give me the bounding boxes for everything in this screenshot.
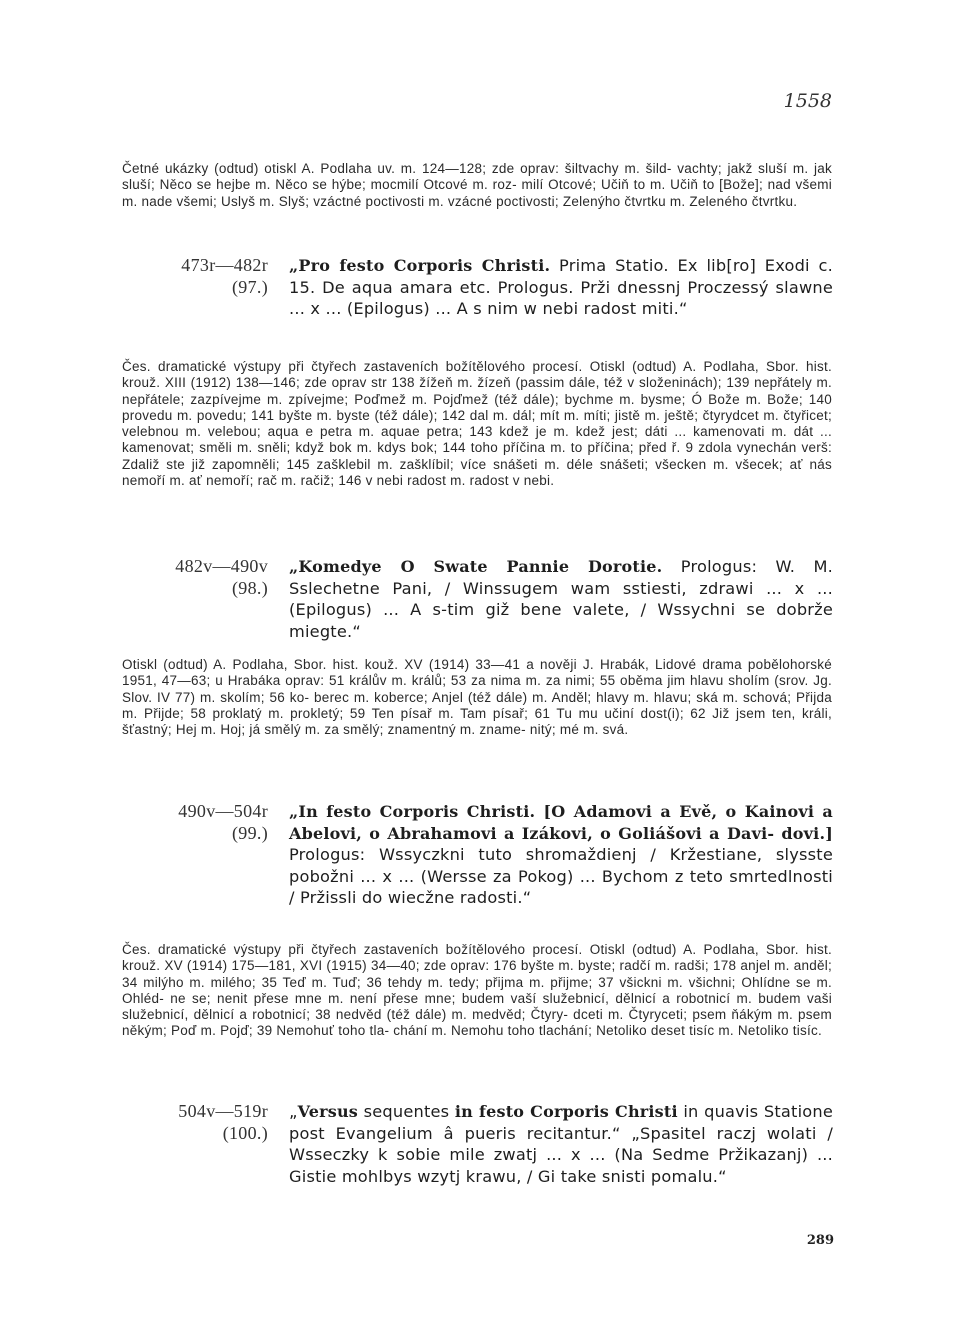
entry-folio: 490v—504r	[178, 801, 268, 821]
entry-description	[289, 1101, 833, 1187]
entry-number: (97.)	[232, 276, 268, 297]
entry-title: „Pro festo Corporis Christi.	[289, 256, 551, 275]
note-paragraph: Čes. dramatické výstupy při čtyřech zastaveních božítělového procesí. Otiskl (odtud) A. Podlaha, Sbor. hist. krouž. XV (1914) 175—181, XVI (1915) 34—40; zde oprav: 176 byšte m. byste; radčí m. radši; 178 anjel m. anděl; 34 milýho m. milého; 35 Teď m. Tuď; 36 tehdy m. tedy; přijma m. přijme; 37 všickni m. všichni; Ohlídne se m. Ohléd- ne se; nenit přese mne m. není přese mne; budem vaší služebnicí, dělnicí a robotnicí m. budem vaši služebnicí, dělnicí a robotnicí; 38 nedvěd (též dále) m. medvěd; Čtyry- dceti m. Čtyryceti; psem ňákým m. psem někým; Poď m. Pojď; 39 Nemohuť toho tla- chání m. Nemohu toho tlachání; Netoliko deset tisíc m. Netoliko tisíc.	[122, 942, 832, 1039]
entry-text: sequentes	[358, 1102, 455, 1121]
entry-text: in quavis Statione post Evangelium â pueris recitantur.“ „Spasitel raczj wolati / Wsseczky k sobie mile zwatj ... x ... (Na Sedme Pržikazanj) ... Gistie mohlbys wzytj krawu, / Gi take snisti pomalu.“	[289, 1102, 833, 1186]
entry-number: (100.)	[222, 1122, 268, 1143]
footer-page-number: 289	[806, 1233, 834, 1248]
entry-number: (98.)	[232, 577, 268, 598]
entry-text: Prologus: W. M. Sslechetne Pani, / Winssugem wam sstiesti, zdrawi ... x ... (Epilogus) ... A s-tim giž bene valete, / Wssychni se dobrže miegte.“	[289, 557, 833, 641]
entry-folio-block	[128, 556, 268, 599]
entry-number: (99.)	[232, 822, 268, 843]
note-paragraph: Četné ukázky (odtud) otiskl A. Podlaha uv. m. 124—128; zde oprav: šiltvachy m. šild- vachty; jakž sluší m. jak sluší; Něco se hejbe m. Něco se hýbe; mocmilí Otcové m. roz- milí Otcové; Učiň to m. Učiň to [Bože]; nad všemi m. nade všemi; Uslyš m. Slyš; vzáctné poctivosti m. vzácné poctivosti; Zelenýho čtvrtku m. Zeleného čtvrtku.	[122, 161, 832, 209]
note-paragraph: Otiskl (odtud) A. Podlaha, Sbor. hist. kouž. XV (1914) 33—41 a nověji J. Hrabák, Lidové drama pobělohorské 1951, 47—63; u Hrabáka oprav: 51 králův m. králů; 53 za nima m. za nimi; 55 oběma jim hlavu sholím (srov. Jg. Slov. IV 77) m. skolím; 56 ko- berec m. koberce; Anjel (též dále) m. Anděl; hlavy m. hlavu; ská m. schová; Přijda m. Přijde; 58 proklatý m. prokletý; 59 Ten písař m. Tam písař; 61 Tu mu učiní dost(i); 62 Již jsem ten, králi, šťastný; Hej m. Hoj; já smělý m. za smělý; znamentný m. zname- nitý; mé m. svá.	[122, 657, 832, 738]
entry-folio-block	[128, 255, 268, 298]
entry-text: „	[289, 1102, 298, 1121]
entry-text: Prologus: Wssyczkni tuto shromaždienj / Kržestiane, slysste pobožni ... x ... (Wersse za Pokog) ... Bychom z teto smrtedlnosti / Pržissli do wiecžne radosti.“	[289, 845, 833, 907]
entry-description	[289, 255, 833, 320]
entry-title: in festo Corporis Christi	[454, 1102, 678, 1121]
entry-folio-block	[128, 1101, 268, 1144]
entry-description	[289, 801, 833, 909]
entry-folio: 473r—482r	[181, 255, 268, 275]
entry-folio-block	[128, 801, 268, 844]
entry-folio: 482v—490v	[175, 556, 268, 576]
entry-title: „In festo Corporis Christi. [O Adamovi a Evě, o Kainovi a Abelovi, o Abrahamovi a Izákovi, o Goliášovi a Davi- dovi.]	[289, 802, 833, 843]
entry-title: Versus	[297, 1102, 358, 1121]
entry-description	[289, 556, 833, 642]
entry-folio: 504v—519r	[178, 1101, 268, 1121]
page-number: 1558	[783, 90, 832, 112]
entry-title: „Komedye O Swate Pannie Dorotie.	[289, 557, 663, 576]
note-paragraph: Čes. dramatické výstupy při čtyřech zastaveních božítělového procesí. Otiskl (odtud) A. Podlaha, Sbor. hist. krouž. XIII (1912) 138—146; zde oprav str 138 žížeň m. žízeň (passim dále, též v složeninách); 139 nepřátely m. nepřátele; zazpívejme m. zpívejme; Poďmež m. Pojďmež (též dále); bychme m. bysme; Ó Bože m. Bože; 140 provedu m. povedu; 141 byšte m. byste (též dále); 142 dal m. dál; mít m. míti; jistě m. ještě; čtyrydcet m. čtyřicet; velebnou m. velebou; aqua e petra m. aquae petra; 143 kdež je m. kdež jest; dáti ... kamenovati m. dát ... kamenovat; směli m. sněli; když bok m. kdys bok; 144 toho příčina m. to příčina; před ř. 9 zdola vynechán verš: Zdaliž ste již zapomněli; 145 zašklebil m. zašklíbil; více snášeti m. déle snášeti; všecken m. všecek; ať nás nemoří m. ať nemoří; rač m. račiž; 146 v nebi radost m. radost v nebi.	[122, 359, 832, 489]
entry-text: Prima Statio. Ex lib[ro] Exodi c. 15. De aqua amara etc. Prologus. Prži dnessnj Proczessý slawne ... x ... (Epilogus) ... A s nim w nebi radost miti.“	[289, 256, 833, 318]
